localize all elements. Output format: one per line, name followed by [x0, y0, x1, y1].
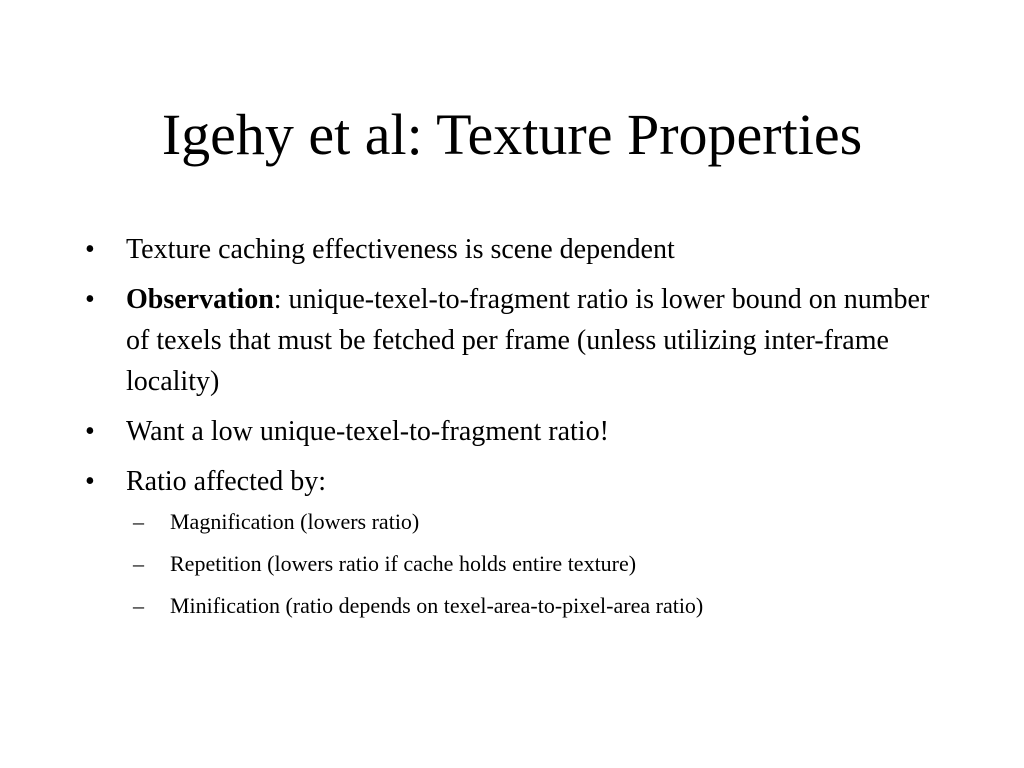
sub-bullet-list: [85, 506, 935, 621]
bullet-item-1: [85, 229, 935, 270]
bullet-bold-term: Observation: [126, 284, 274, 315]
bullet-marker: •: [85, 284, 95, 315]
sub-bullet-item-1: [85, 506, 935, 537]
bullet-list: [85, 229, 935, 621]
bullet-item-4: [85, 461, 935, 502]
bullet-item-3: [85, 411, 935, 452]
sub-bullet-text: Magnification (lowers ratio): [170, 509, 420, 534]
bullet-text: Want a low unique-texel-to-fragment ratio!: [126, 416, 609, 447]
sub-bullet-marker: –: [133, 593, 144, 618]
sub-bullet-marker: –: [133, 509, 144, 534]
sub-bullet-item-3: [85, 590, 935, 621]
sub-bullet-text: Repetition (lowers ratio if cache holds entire texture): [170, 551, 637, 576]
bullet-text: Texture caching effectiveness is scene dependent: [126, 234, 675, 265]
bullet-item-2: [85, 279, 935, 402]
bullet-marker: •: [85, 416, 95, 447]
bullet-text: : unique-texel-to-fragment ratio is lower bound on number of texels that must be fetched per frame (unless utilizing inter-frame locality): [126, 284, 930, 397]
bullet-marker: •: [85, 466, 95, 497]
sub-bullet-text: Minification (ratio depends on texel-area-to-pixel-area ratio): [170, 593, 704, 618]
sub-bullet-marker: –: [133, 551, 144, 576]
sub-bullet-item-2: [85, 548, 935, 579]
slide-title: Igehy et al: Texture Properties: [161, 102, 863, 167]
bullet-text: Ratio affected by:: [126, 466, 327, 497]
bullet-marker: •: [85, 234, 95, 265]
